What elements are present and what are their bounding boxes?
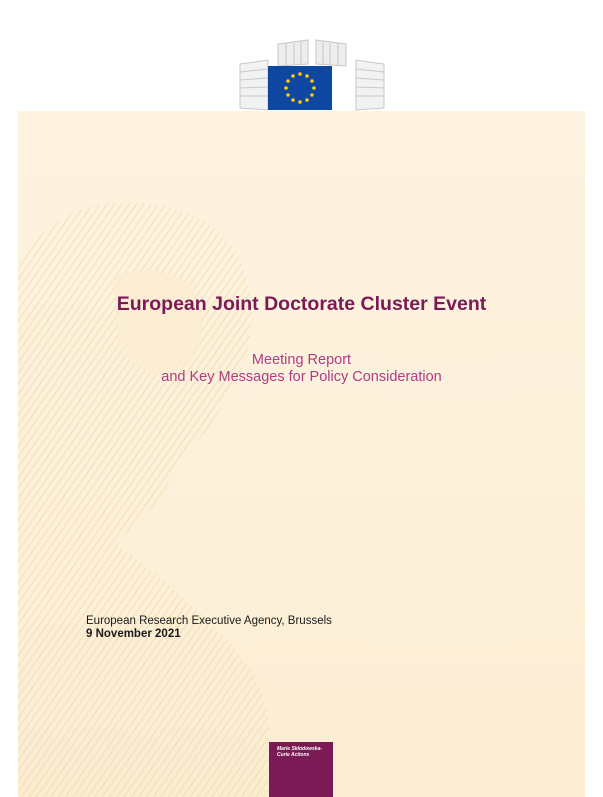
document-title: European Joint Doctorate Cluster Event [116, 293, 487, 315]
event-date: 9 November 2021 [86, 628, 181, 640]
subtitle-line2: and Key Messages for Policy Consideration [161, 369, 442, 385]
portrait-watermark-icon [18, 111, 585, 797]
msca-badge-text [277, 746, 322, 758]
eu-flag [268, 66, 332, 110]
eu-stars-icon [268, 66, 332, 110]
document-subtitle [0, 352, 603, 386]
subtitle-line1: Meeting Report [251, 352, 352, 368]
msca-line2: Curie Actions [277, 752, 310, 758]
cover-panel [18, 111, 585, 797]
agency-location: European Research Executive Agency, Brussels [86, 615, 332, 627]
msca-badge [269, 742, 333, 797]
msca-line1: Marie Skłodowska- [277, 746, 323, 752]
